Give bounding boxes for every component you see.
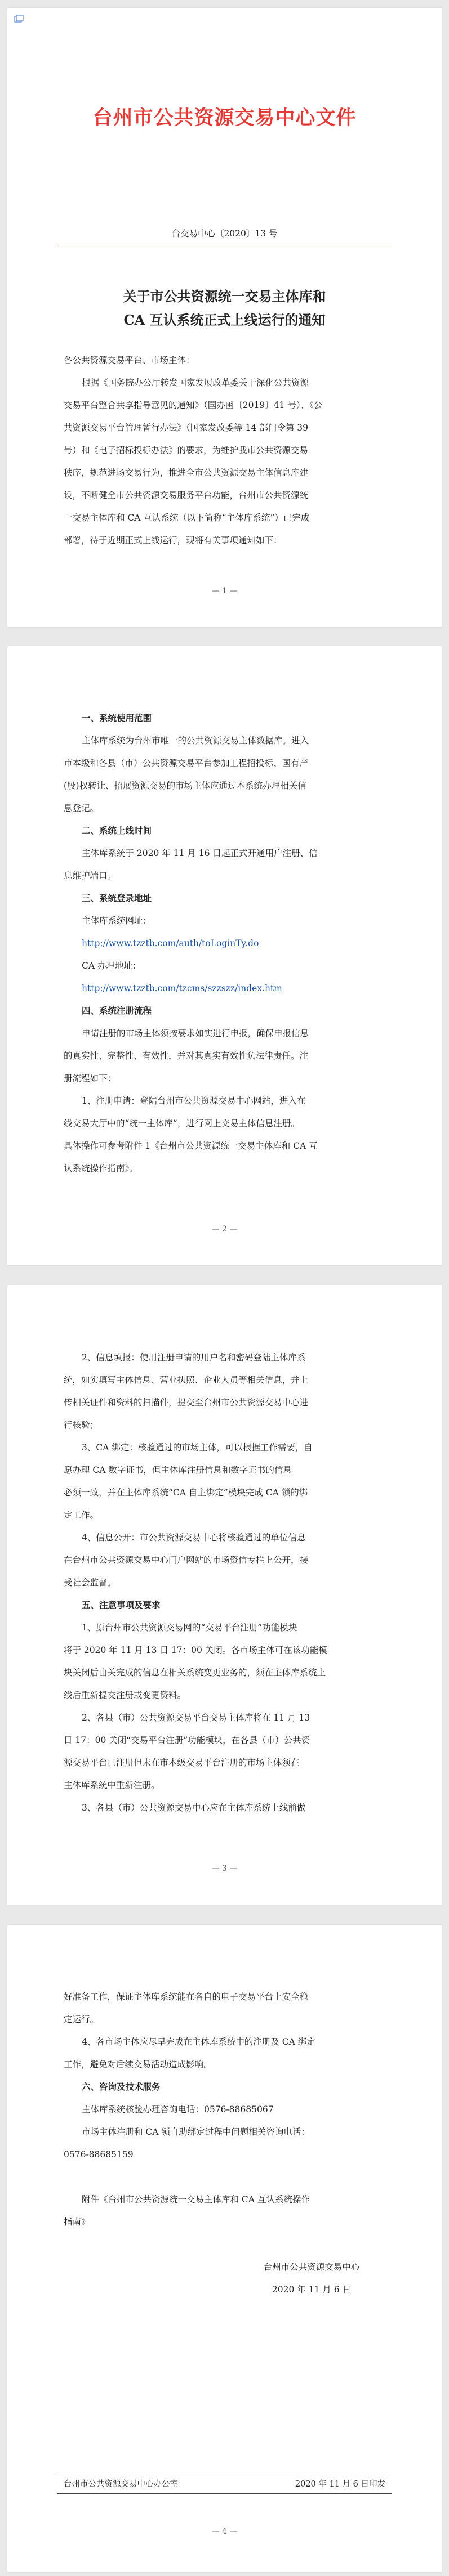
signature-date: 2020 年 11 月 6 日 [272,2284,352,2295]
section-title: 六、咨询及技术服务 [82,2082,161,2092]
footer-bottom-line [57,2493,392,2494]
intro-line: 共资源交易平台管理暂行办法》（国家发改委等 14 部门令第 39 [64,423,308,433]
url-label: 主体库系统网址： [82,916,152,926]
body-line: 4、信息公开：市公共资源交易中心将核验通过的单位信息 [82,1533,306,1543]
body-line: 受社会监督。 [64,1578,117,1588]
body-line: 2、各县（市）公共资源交易平台交易主体库将在 11 月 13 [82,1713,310,1723]
body-line: 主体库系统为台州市唯一的公共资源交易主体数据库。进入 [82,736,309,746]
body-line: 具体操作可参考附件 1《台州市公共资源统一交易主体库和 CA 互 [64,1141,318,1151]
page-number: — 3 — [211,1864,238,1873]
body-line: 的真实性、完整性、有效性，并对其真实有效性负法律责任。注 [64,1051,309,1061]
page-2-body [64,707,402,1180]
body-line: 定工作。 [64,1510,99,1520]
body-line: 申请注册的市场主体须按要求如实进行申报，确保申报信息 [82,1028,309,1038]
intro-paragraph [64,371,402,552]
body-line: 块关闭后由关完成的信息在相关系统变更业务的，须在主体库系统上 [64,1668,326,1678]
body-line: 主体库系统于 2020 年 11 月 16 日起正式开通用户注册、信 [82,848,318,858]
intro-line: 部署，待于近期正式上线运行，现将有关事项通知如下： [64,535,282,545]
body-line: (股)权转让、招展资源交易的市场主体应通过本系统办理相关信 [64,781,306,791]
attachment-line: 指南》 [64,2217,90,2227]
body-line: 将于 2020 年 11 月 13 日 17：00 关闭。各市场主体可在该功能模 [64,1645,327,1655]
document-corner-icon [14,15,24,24]
body-line: 线后重新提交注册或变更资料。 [64,1690,186,1700]
page-4-body [64,1986,402,2233]
body-line: 日 17：00 关闭“交易平台注册”功能模块，在各县（市）公共资 [64,1735,310,1745]
body-line: 在台州市公共资源交易中心门户网站的市场资信专栏上公开，接 [64,1555,309,1565]
body-line: 3、各县（市）公共资源交易中心应在主体库系统上线前做 [82,1803,306,1813]
intro-line: 秩序，规范进场交易行为，推进全市公共资源交易主体信息库建 [64,468,309,478]
intro-line: 根据《国务院办公厅转发国家发展改革委关于深化公共资源 [82,378,309,388]
section-title: 四、系统注册流程 [82,1006,152,1016]
body-line: 愿办理 CA 数字证书，但主体库注册信息和数字证书的信息 [64,1465,292,1475]
page-number: — 1 — [211,586,238,595]
intro-line: 号）和《电子招标投标办法》的要求，为维护我市公共资源交易 [64,445,309,455]
document-page-3 [7,1285,442,1905]
contact-phone-line: 主体库系统核验办理咨询电话：0576-88685067 [82,2104,274,2114]
body-line: 线交易大厅中的“统一主体库”，进行网上交易主体信息注册。 [64,1118,300,1128]
document-page-4 [7,1925,442,2572]
intro-line: 交易平台整合共享指导意见的通知》（国办函〔2019〕41 号）、《公 [64,400,323,410]
section-title: 二、系统上线时间 [82,826,152,836]
attachment-line: 附件《台州市公共资源统一交易主体库和 CA 互认系统操作 [82,2194,310,2205]
body-line: 行核验； [64,1420,99,1430]
intro-line: 一交易主体库和 CA 互认系统（以下简称“主体库系统”）已完成 [64,513,310,523]
document-page-1 [7,8,442,627]
body-line: 1、注册申请：登陆台州市公共资源交易中心网站，进入在 [82,1096,306,1106]
body-line: 好准备工作，保证主体库系统能在各自的电子交易平台上安全稳 [64,1992,309,2002]
document-title [7,285,442,332]
signature-block [250,2256,374,2301]
body-line: 4、各市场主体应尽早完成在主体库系统中的注册及 CA 绑定 [82,2037,315,2047]
contact-phone-line: 市场主体注册和 CA 锁自助绑定过程中问题相关咨询电话： [82,2127,310,2137]
signature-org: 台州市公共资源交易中心 [263,2262,360,2272]
body-line: 定运行。 [64,2014,99,2024]
body-line: 市本级和各县（市）公共资源交易平台参加工程招投标、国有产 [64,758,309,768]
page-number: — 4 — [211,2527,238,2536]
document-title-line-2: CA 互认系统正式上线运行的通知 [123,312,326,328]
body-line: 息维护端口。 [64,871,117,881]
body-line: 传相关证件和资料的扫描件，提交至台州市公共资源交易中心进 [64,1397,309,1408]
page-3-body [64,1346,402,1819]
footer-issuer: 台州市公共资源交易中心办公室 [64,2480,178,2489]
url-label: CA 办理地址： [82,961,141,971]
body-line: 认系统操作指南》。 [64,1163,138,1173]
body-line: 工作，避免对后续交易活动造成影响。 [64,2059,212,2069]
ca-url-link[interactable]: http://www.tzztb.com/tzcms/szzszz/index.htm [82,983,282,993]
body-line: 息登记。 [64,803,99,813]
footer-print-date: 2020 年 11 月 6 日印发 [295,2480,385,2489]
contact-phone-line: 0576-88685159 [64,2149,134,2160]
body-line: 源交易平台已注册但未在市本级交易平台注册的市场主体须在 [64,1758,300,1768]
document-number: 台交易中心〔2020〕13 号 [171,229,278,239]
body-line: 主体库系统中重新注册。 [64,1780,160,1790]
body-line: 册流程如下： [64,1073,117,1083]
system-url-link[interactable]: http://www.tzztb.com/auth/toLoginTy.do [82,938,259,948]
body-line: 统，如实填写主体信息、营业执照、企业人员等相关信息，并上 [64,1375,309,1385]
page-number: — 2 — [211,1225,238,1234]
body-line: 2、信息填报：使用注册申请的用户名和密码登陆主体库系 [82,1352,306,1363]
section-title: 三、系统登录地址 [82,893,152,903]
document-org-title: 台州市公共资源交易中心文件 [92,106,357,129]
body-line: 3、CA 绑定：核验通过的市场主体，可以根据工作需要，自 [82,1442,313,1453]
body-line: 1、原台州市公共资源交易网的“交易平台注册”功能模块 [82,1623,297,1633]
document-page-2 [7,646,442,1265]
recipients-line: 各公共资源交易平台、市场主体： [64,355,195,365]
section-title: 五、注意事项及要求 [82,1600,161,1610]
body-line: 必须一致，并在主体库系统“CA 自主绑定”模块完成 CA 锁的绑 [64,1488,308,1498]
intro-line: 设，不断健全市公共资源交易服务平台功能，台州市公共资源统 [64,490,309,500]
document-title-line-1: 关于市公共资源统一交易主体库和 [123,288,326,304]
section-title: 一、系统使用范围 [82,713,152,723]
